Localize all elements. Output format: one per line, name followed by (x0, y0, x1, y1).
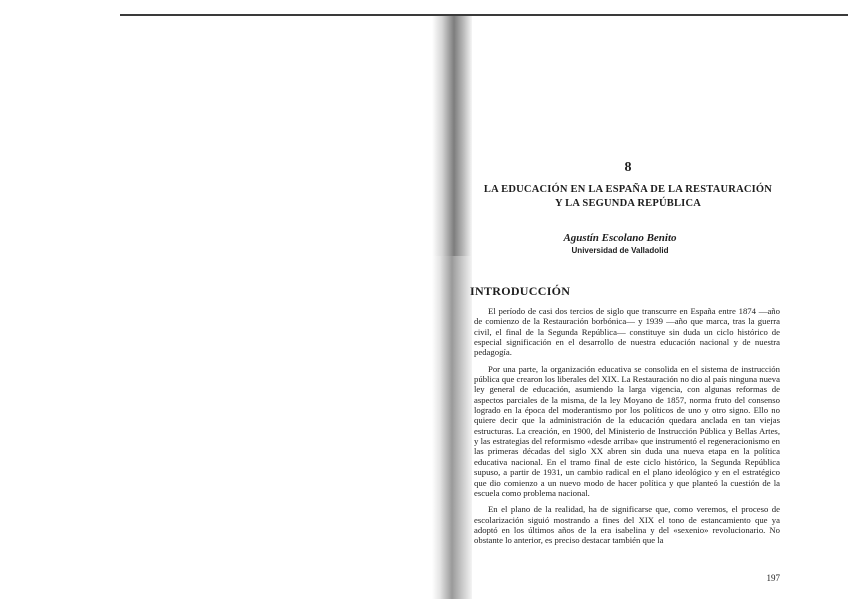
paragraph-2: Por una parte, la organización educativa se consolida en el sistema de instrucción pública que crearon los liberales del XIX. La Restauración no dio al país ninguna nueva ley general de educación, asumiendo la larga vigencia, con algunas reformas de aspectos parciales de la misma, de la ley Moyano de 1857, norma fruto del consenso logrado en la época del moderantismo por los políticos de uno y otro signo. Ello no quiere decir que la administración de la educación quedara anclada en tan viejas estructuras. La creación, en 1900, del Ministerio de Instrucción Pública y Bellas Artes, y las estrategias del reformismo «desde arriba» que instrumentó el regeneracionismo en las primeras décadas del siglo XX abren sin duda una nueva etapa en la política educativa nacional. En el tramo final de este ciclo histórico, la Segunda República supuso, a partir de 1931, un cambio radical en el plano ideológico y en el estratégico que dio comienzo a un nuevo modo de hacer política y que planteó la cuestión de la escuela como problema nacional. (474, 363, 780, 498)
paragraph-3: En el plano de la realidad, ha de significarse que, como veremos, el proceso de escolarización siguió mostrando a fines del XIX el tono de estancamiento que ya adoptó en los últimos años de la era isabelina y del «sexenio» revolucionario. No obstante lo anterior, es preciso destacar también que la (474, 504, 780, 546)
book-gutter-shadow-upper (432, 16, 472, 256)
chapter-title-line-1: LA EDUCACIÓN EN LA ESPAÑA DE LA RESTAURACIÓN (483, 184, 773, 195)
page-number: 197 (766, 573, 780, 583)
paragraph-1: El período de casi dos tercios de siglo que transcurre en España entre 1874 —año de comienzo de la Restauración borbónica— y 1939 —año que marca, tras la guerra civil, el final de la Segunda República— constituye sin duda un ciclo histórico de especial significación en el desarrollo de nuestra educación nacional y de nuestra pedagogía. (474, 306, 780, 358)
chapter-title-line-2: Y LA SEGUNDA REPÚBLICA (554, 198, 702, 209)
section-heading: INTRODUCCIÓN (470, 284, 571, 298)
left-blank-page (0, 16, 432, 599)
chapter-title (470, 183, 786, 211)
author-affiliation: Universidad de Valladolid (571, 246, 669, 255)
chapter-number: 8 (624, 160, 632, 175)
author-name: Agustín Escolano Benito (563, 232, 677, 244)
body-text (474, 306, 780, 546)
